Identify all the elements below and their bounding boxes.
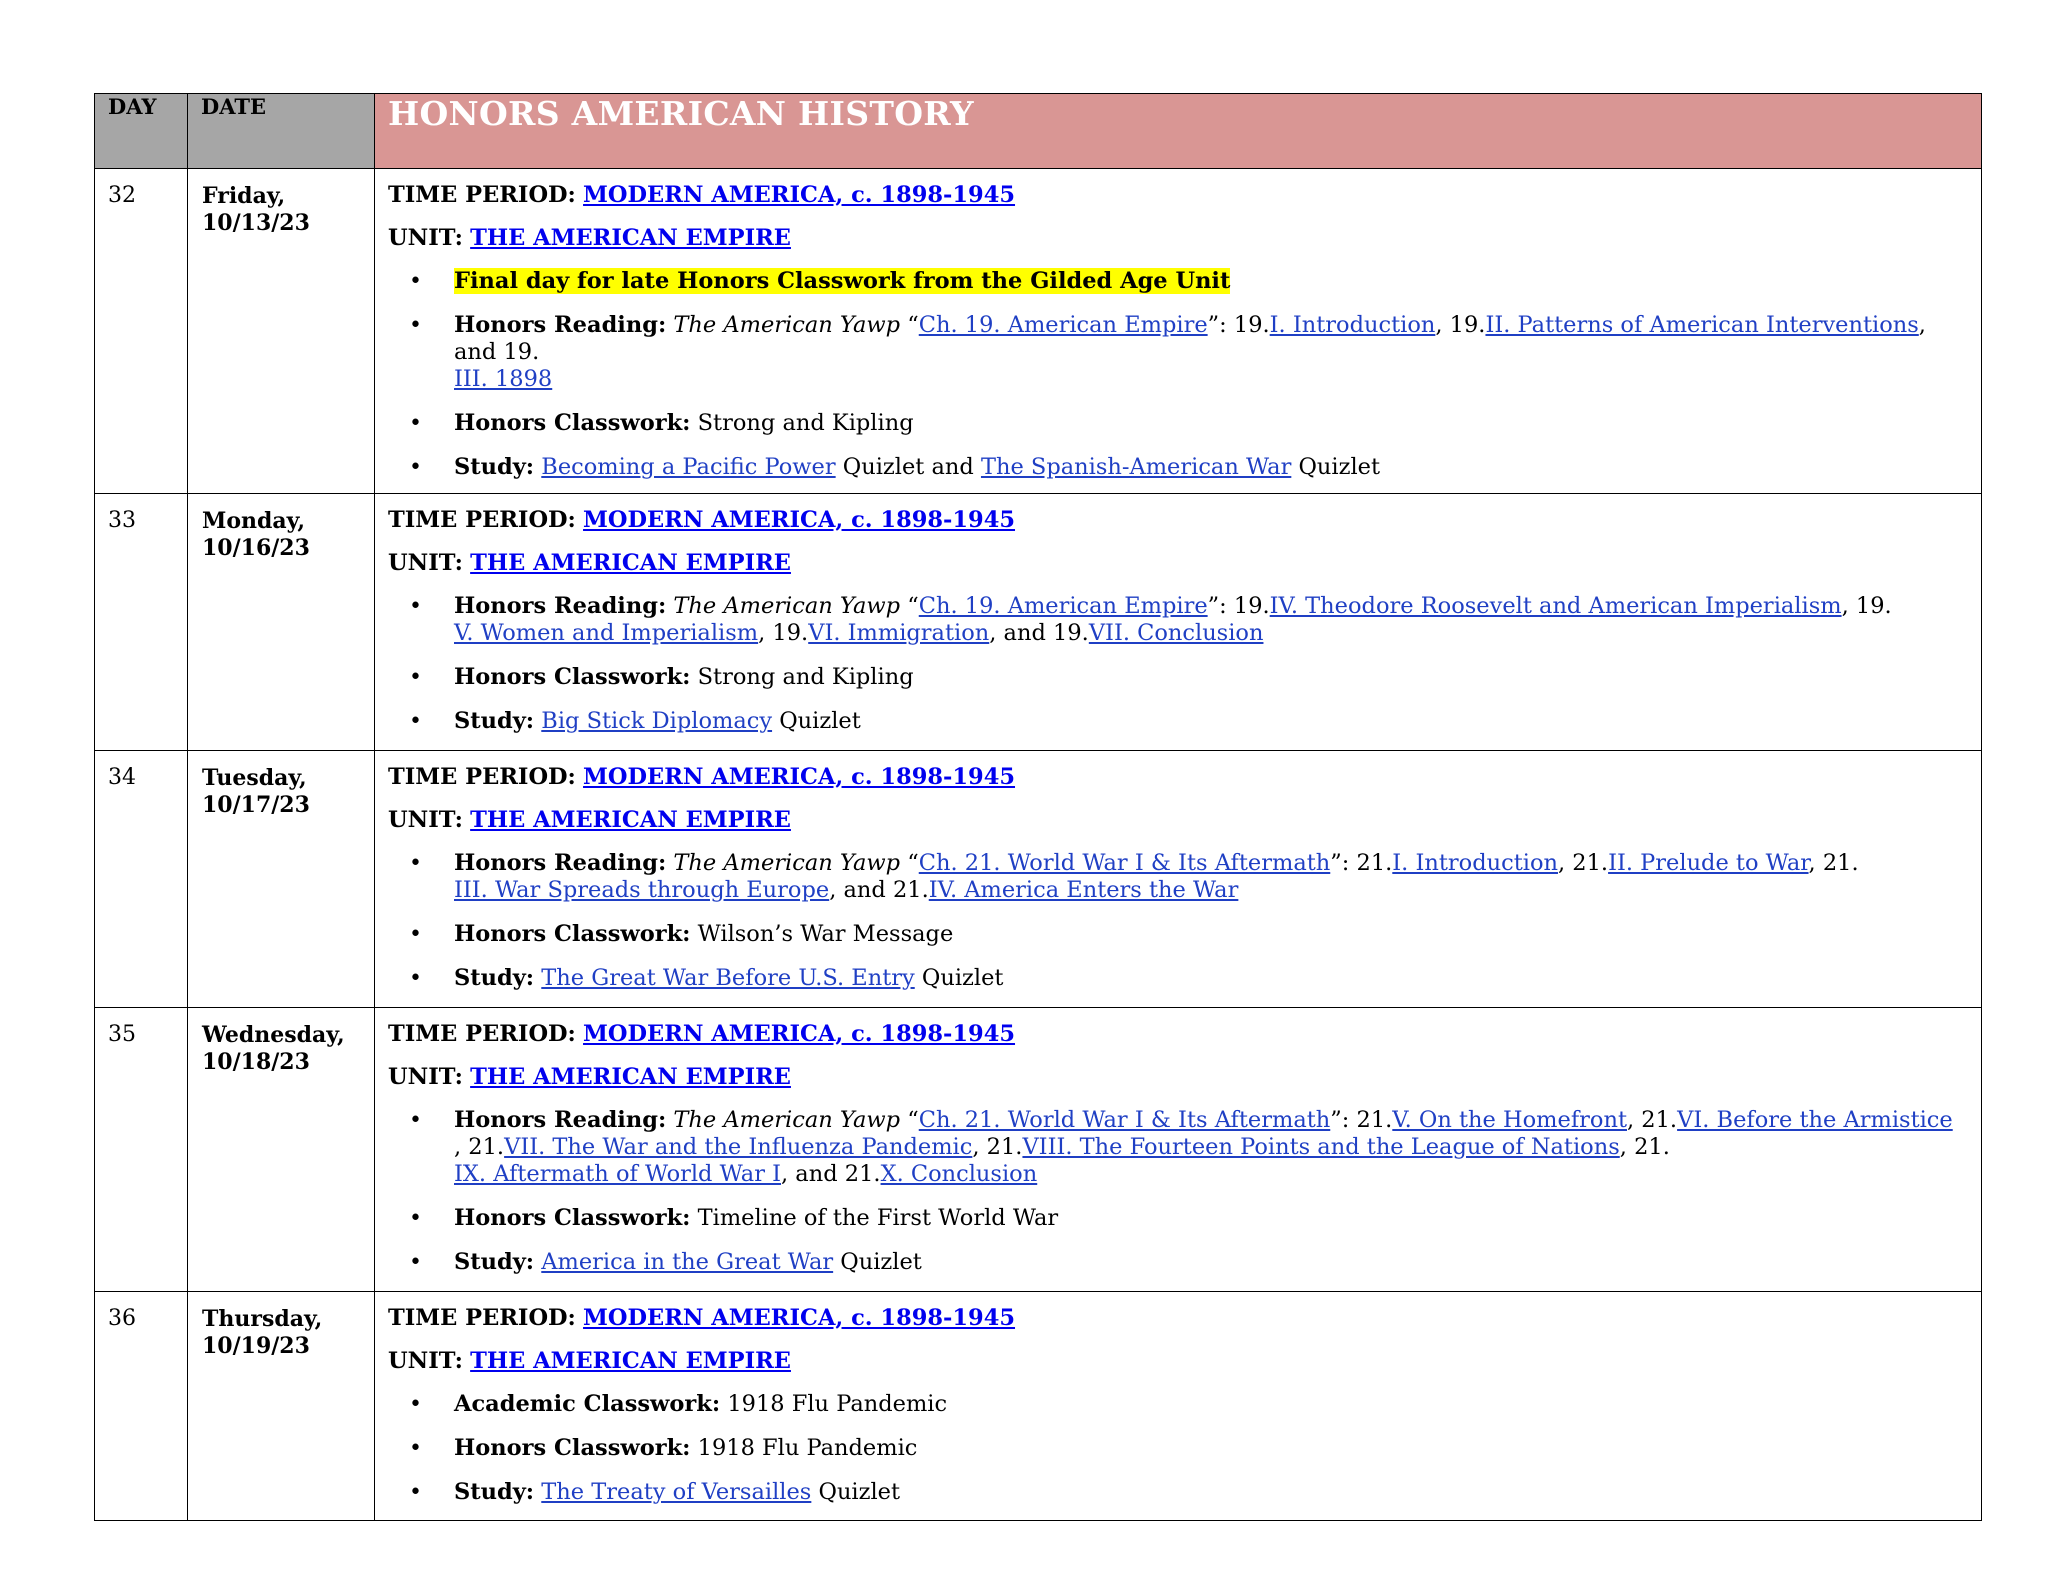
time-period-line xyxy=(388,182,1965,209)
unit-line xyxy=(388,1064,1965,1091)
text: , 21. xyxy=(1627,1107,1678,1133)
time-period-line xyxy=(388,1305,1965,1332)
list-item xyxy=(388,1249,1965,1276)
text: , and 21. xyxy=(829,877,929,903)
book-title: The American Yawp xyxy=(673,593,901,619)
unit-label: UNIT: xyxy=(388,807,463,833)
weekday: Wednesday, xyxy=(202,1022,345,1048)
academic-text: 1918 Flu Pandemic xyxy=(720,1391,948,1417)
bullet-icon: • xyxy=(409,1480,422,1505)
day-number: 34 xyxy=(95,751,188,1008)
study-label: Study: xyxy=(454,1479,535,1505)
study-label: Study: xyxy=(454,965,535,991)
time-period-link[interactable]: MODERN AMERICA, c. 1898-1945 xyxy=(583,1305,1016,1331)
list-item xyxy=(388,593,1965,647)
time-period-link[interactable]: MODERN AMERICA, c. 1898-1945 xyxy=(583,1021,1016,1047)
time-period-line xyxy=(388,1021,1965,1048)
study-link[interactable]: Becoming a Pacific Power xyxy=(541,454,836,480)
study-label: Study: xyxy=(454,1249,535,1275)
classwork-label: Honors Classwork: xyxy=(454,1205,691,1231)
bullet-icon: • xyxy=(409,455,422,480)
section-link[interactable]: VII. The War and the Influenza Pandemic xyxy=(504,1134,973,1160)
study-label: Study: xyxy=(454,454,535,480)
header-date: DATE xyxy=(188,94,375,169)
classwork-text: Strong and Kipling xyxy=(690,410,914,436)
chapter-link[interactable]: Ch. 21. World War I & Its Aftermath xyxy=(918,1107,1331,1133)
unit-line xyxy=(388,807,1965,834)
date: 10/19/23 xyxy=(202,1333,310,1359)
section-link[interactable]: I. Introduction xyxy=(1392,850,1558,876)
text: “ xyxy=(900,1107,919,1133)
weekday: Friday, xyxy=(202,183,286,209)
study-link[interactable]: Big Stick Diplomacy xyxy=(541,708,773,734)
bullet-icon: • xyxy=(409,709,422,734)
text: Quizlet xyxy=(914,965,1004,991)
list-item xyxy=(388,268,1965,295)
unit-label: UNIT: xyxy=(388,550,463,576)
unit-link[interactable]: THE AMERICAN EMPIRE xyxy=(470,225,791,251)
date-cell xyxy=(188,494,375,751)
bullet-icon: • xyxy=(409,1108,422,1133)
unit-link[interactable]: THE AMERICAN EMPIRE xyxy=(470,1348,791,1374)
bullet-icon: • xyxy=(409,851,422,876)
list-item xyxy=(388,664,1965,691)
header-day: DAY xyxy=(95,94,188,169)
agenda-cell xyxy=(375,169,1982,494)
agenda-cell xyxy=(375,1008,1982,1292)
weekday: Thursday, xyxy=(202,1306,323,1332)
text: , 19. xyxy=(1435,312,1486,338)
list-item xyxy=(388,921,1965,948)
section-link[interactable]: VIII. The Fourteen Points and the League of Nations xyxy=(1022,1134,1620,1160)
list-item xyxy=(388,454,1965,481)
unit-label: UNIT: xyxy=(388,1064,463,1090)
weekday: Tuesday, xyxy=(202,765,307,791)
text: , 21. xyxy=(454,1134,505,1160)
section-link[interactable]: IX. Aftermath of World War I xyxy=(454,1161,781,1187)
table-row xyxy=(95,494,1982,751)
section-link[interactable]: V. On the Homefront xyxy=(1392,1107,1627,1133)
date: 10/16/23 xyxy=(202,535,310,561)
reading-label: Honors Reading: xyxy=(454,850,667,876)
date: 10/13/23 xyxy=(202,210,310,236)
unit-line xyxy=(388,225,1965,252)
task-list xyxy=(388,268,1965,481)
study-link[interactable]: America in the Great War xyxy=(541,1249,834,1275)
classwork-text: Strong and Kipling xyxy=(690,664,914,690)
classwork-text: Timeline of the First World War xyxy=(690,1205,1059,1231)
time-period-label: TIME PERIOD: xyxy=(388,182,576,208)
day-number: 35 xyxy=(95,1008,188,1292)
text: , and 19. xyxy=(454,312,1926,365)
study-link[interactable]: The Treaty of Versailles xyxy=(541,1479,812,1505)
bullet-icon: • xyxy=(409,269,422,294)
bullet-icon: • xyxy=(409,411,422,436)
text: , 21. xyxy=(1619,1134,1670,1160)
classwork-label: Honors Classwork: xyxy=(454,921,691,947)
date-cell xyxy=(188,1292,375,1521)
text: , 21. xyxy=(972,1134,1023,1160)
time-period-label: TIME PERIOD: xyxy=(388,1305,576,1331)
date: 10/17/23 xyxy=(202,792,310,818)
unit-link[interactable]: THE AMERICAN EMPIRE xyxy=(470,550,791,576)
text: Quizlet xyxy=(1291,454,1381,480)
bullet-icon: • xyxy=(409,1392,422,1417)
list-item xyxy=(388,1107,1965,1188)
classwork-label: Honors Classwork: xyxy=(454,410,691,436)
unit-label: UNIT: xyxy=(388,225,463,251)
section-link[interactable]: IV. America Enters the War xyxy=(928,877,1239,903)
text: Quizlet xyxy=(772,708,861,734)
header-title: HONORS AMERICAN HISTORY xyxy=(375,94,1982,169)
reading-label: Honors Reading: xyxy=(454,312,667,338)
study-label: Study: xyxy=(454,708,535,734)
section-link[interactable]: III. War Spreads through Europe xyxy=(454,877,830,903)
bullet-icon: • xyxy=(409,594,422,619)
unit-line xyxy=(388,550,1965,577)
text: Quizlet and xyxy=(835,454,981,480)
table-row xyxy=(95,1008,1982,1292)
weekday: Monday, xyxy=(202,508,305,534)
chapter-link[interactable]: Ch. 19. American Empire xyxy=(918,312,1208,338)
text: , 21. xyxy=(1557,850,1609,876)
chapter-link[interactable]: Ch. 21. World War I & Its Aftermath xyxy=(918,850,1331,876)
reading-label: Honors Reading: xyxy=(454,593,667,619)
list-item xyxy=(388,1205,1965,1232)
classwork-label: Honors Classwork: xyxy=(454,664,691,690)
list-item xyxy=(388,410,1965,437)
date-cell xyxy=(188,751,375,1008)
list-item xyxy=(388,1435,1965,1462)
table-row xyxy=(95,169,1982,494)
list-item xyxy=(388,708,1965,735)
classwork-label: Honors Classwork: xyxy=(454,1435,691,1461)
section-link[interactable]: VI. Before the Armistice xyxy=(1677,1107,1953,1133)
agenda-cell xyxy=(375,751,1982,1008)
classwork-text: 1918 Flu Pandemic xyxy=(690,1435,918,1461)
text: ”: 19. xyxy=(1207,312,1270,338)
task-list xyxy=(388,1107,1965,1276)
time-period-label: TIME PERIOD: xyxy=(388,764,576,790)
table-row xyxy=(95,751,1982,1008)
bullet-icon: • xyxy=(409,313,422,338)
time-period-label: TIME PERIOD: xyxy=(388,1021,576,1047)
time-period-link[interactable]: MODERN AMERICA, c. 1898-1945 xyxy=(583,764,1016,790)
text: “ xyxy=(900,312,919,338)
text: , and 19. xyxy=(989,620,1089,646)
table-row xyxy=(95,1292,1982,1521)
text: , 19. xyxy=(758,620,809,646)
section-link[interactable]: VII. Conclusion xyxy=(1088,620,1264,646)
text: Quizlet xyxy=(811,1479,901,1505)
text: ”: 21. xyxy=(1330,1107,1393,1133)
task-list xyxy=(388,1391,1965,1506)
section-link[interactable]: II. Patterns of American Interventions xyxy=(1485,312,1919,338)
day-number: 36 xyxy=(95,1292,188,1521)
text: , 21. xyxy=(1808,850,1859,876)
text: ”: 19. xyxy=(1207,593,1270,619)
highlight-note: Final day for late Honors Classwork from the Gilded Age Unit xyxy=(454,268,1231,294)
unit-line xyxy=(388,1348,1965,1375)
section-link[interactable]: I. Introduction xyxy=(1269,312,1436,338)
list-item xyxy=(388,965,1965,992)
bullet-icon: • xyxy=(409,1436,422,1461)
section-link[interactable]: II. Prelude to War xyxy=(1608,850,1809,876)
bullet-icon: • xyxy=(409,922,422,947)
list-item xyxy=(388,850,1965,904)
agenda-cell xyxy=(375,1292,1982,1521)
agenda-cell xyxy=(375,494,1982,751)
date-cell xyxy=(188,1008,375,1292)
academic-label: Academic Classwork: xyxy=(454,1391,721,1417)
classwork-text: Wilson’s War Message xyxy=(690,921,954,947)
book-title: The American Yawp xyxy=(673,850,901,876)
schedule-table xyxy=(94,93,1982,1521)
task-list xyxy=(388,593,1965,735)
text: ”: 21. xyxy=(1330,850,1393,876)
chapter-link[interactable]: Ch. 19. American Empire xyxy=(918,593,1208,619)
time-period-line xyxy=(388,507,1965,534)
book-title: The American Yawp xyxy=(673,1107,901,1133)
section-link[interactable]: IV. Theodore Roosevelt and American Imperialism xyxy=(1269,593,1842,619)
section-link[interactable]: III. 1898 xyxy=(454,366,553,392)
book-title: The American Yawp xyxy=(673,312,901,338)
text: Quizlet xyxy=(833,1249,922,1275)
section-link[interactable]: VI. Immigration xyxy=(808,620,990,646)
reading-label: Honors Reading: xyxy=(454,1107,667,1133)
list-item xyxy=(388,312,1965,393)
date: 10/18/23 xyxy=(202,1049,310,1075)
section-link[interactable]: X. Conclusion xyxy=(880,1161,1038,1187)
bullet-icon: • xyxy=(409,966,422,991)
date-cell xyxy=(188,169,375,494)
study-link[interactable]: The Spanish-American War xyxy=(980,454,1292,480)
task-list xyxy=(388,850,1965,992)
time-period-line xyxy=(388,764,1965,791)
bullet-icon: • xyxy=(409,1206,422,1231)
time-period-link[interactable]: MODERN AMERICA, c. 1898-1945 xyxy=(583,507,1016,533)
text: , 19. xyxy=(1841,593,1892,619)
section-link[interactable]: V. Women and Imperialism xyxy=(454,620,759,646)
time-period-link[interactable]: MODERN AMERICA, c. 1898-1945 xyxy=(583,182,1016,208)
text: , and 21. xyxy=(781,1161,881,1187)
bullet-icon: • xyxy=(409,1250,422,1275)
unit-link[interactable]: THE AMERICAN EMPIRE xyxy=(470,1064,791,1090)
text: “ xyxy=(900,593,919,619)
table-header-row xyxy=(95,94,1982,169)
unit-link[interactable]: THE AMERICAN EMPIRE xyxy=(470,807,791,833)
list-item xyxy=(388,1479,1965,1506)
time-period-label: TIME PERIOD: xyxy=(388,507,576,533)
bullet-icon: • xyxy=(409,665,422,690)
day-number: 32 xyxy=(95,169,188,494)
text: “ xyxy=(900,850,919,876)
day-number: 33 xyxy=(95,494,188,751)
list-item xyxy=(388,1391,1965,1418)
unit-label: UNIT: xyxy=(388,1348,463,1374)
study-link[interactable]: The Great War Before U.S. Entry xyxy=(541,965,915,991)
